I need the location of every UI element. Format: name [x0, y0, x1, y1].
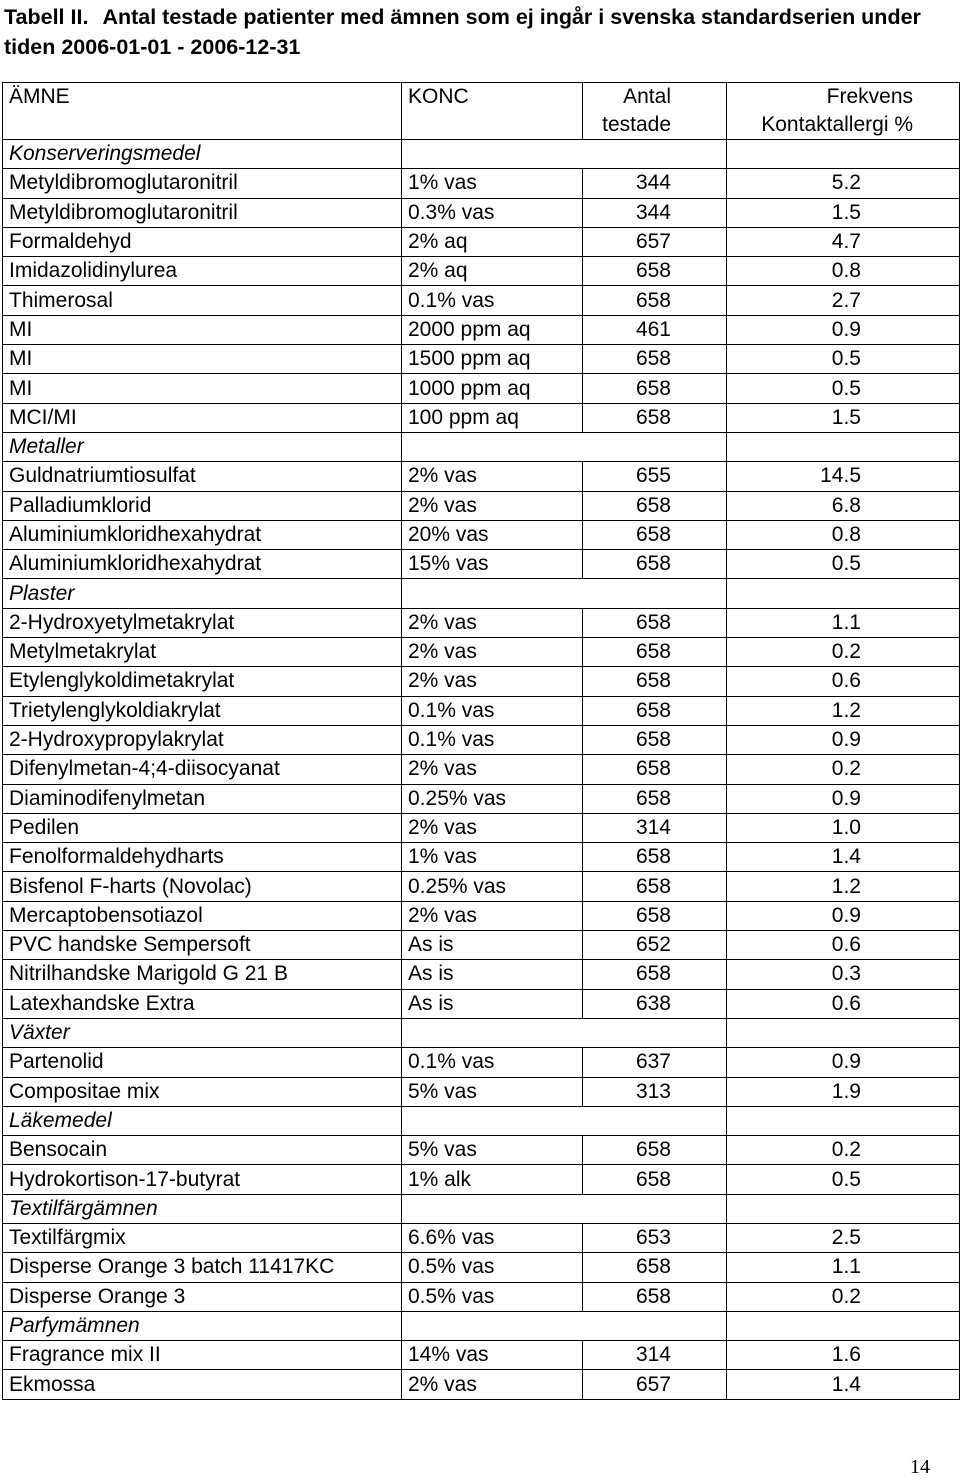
- category-row: [3, 1194, 960, 1223]
- cell-frekvens: 2.5: [727, 1223, 960, 1252]
- cell-amne: Bensocain: [3, 1136, 402, 1165]
- cell-konc: 0.1% vas: [402, 725, 583, 754]
- table-row: [3, 725, 960, 754]
- table-row: [3, 227, 960, 256]
- cell-konc: 2% vas: [402, 667, 583, 696]
- cell-antal: 344: [583, 198, 727, 227]
- empty-cell: [402, 579, 727, 608]
- table-title-text: Antal testade patienter med ämnen som ej ingår i svenska standardserien under tiden 2006-01-01 - 2006-12-31: [4, 5, 921, 59]
- cell-amne: 2-Hydroxyetylmetakrylat: [3, 608, 402, 637]
- cell-antal: 653: [583, 1223, 727, 1252]
- cell-amne: Metyldibromoglutaronitril: [3, 198, 402, 227]
- empty-cell: [727, 432, 960, 461]
- cell-konc: As is: [402, 960, 583, 989]
- cell-amne: Diaminodifenylmetan: [3, 784, 402, 813]
- cell-amne: 2-Hydroxypropylakrylat: [3, 725, 402, 754]
- cell-amne: Latexhandske Extra: [3, 989, 402, 1018]
- cell-antal: 658: [583, 843, 727, 872]
- cell-konc: 2% vas: [402, 491, 583, 520]
- table-row: [3, 169, 960, 198]
- cell-frekvens: 0.5: [727, 374, 960, 403]
- cell-konc: 2000 ppm aq: [402, 315, 583, 344]
- cell-frekvens: 0.9: [727, 784, 960, 813]
- cell-konc: 1500 ppm aq: [402, 345, 583, 374]
- cell-frekvens: 0.5: [727, 345, 960, 374]
- cell-amne: Textilfärgmix: [3, 1223, 402, 1252]
- empty-cell: [727, 1106, 960, 1135]
- cell-antal: 658: [583, 345, 727, 374]
- empty-cell: [402, 1018, 727, 1047]
- cell-antal: 657: [583, 227, 727, 256]
- table-row: [3, 638, 960, 667]
- cell-konc: 100 ppm aq: [402, 403, 583, 432]
- cell-konc: 0.1% vas: [402, 286, 583, 315]
- category-row: [3, 579, 960, 608]
- cell-antal: 658: [583, 491, 727, 520]
- cell-amne: Disperse Orange 3: [3, 1282, 402, 1311]
- header-amne-label: ÄMNE: [9, 85, 70, 108]
- page-number: 14: [910, 1456, 930, 1478]
- cell-amne: Guldnatriumtiosulfat: [3, 462, 402, 491]
- cell-amne: Hydrokortison-17-butyrat: [3, 1165, 402, 1194]
- header-antal: [583, 83, 727, 140]
- cell-frekvens: 0.2: [727, 638, 960, 667]
- category-label: Textilfärgämnen: [3, 1194, 402, 1223]
- cell-konc: 0.5% vas: [402, 1253, 583, 1282]
- category-row: [3, 1311, 960, 1340]
- header-konc-label: KONC: [408, 85, 469, 108]
- cell-amne: Palladiumklorid: [3, 491, 402, 520]
- category-label: Plaster: [3, 579, 402, 608]
- cell-antal: 658: [583, 901, 727, 930]
- cell-antal: 637: [583, 1048, 727, 1077]
- header-row: [3, 83, 960, 140]
- cell-amne: Bisfenol F-harts (Novolac): [3, 872, 402, 901]
- cell-amne: MI: [3, 315, 402, 344]
- cell-antal: 657: [583, 1370, 727, 1399]
- cell-konc: 2% vas: [402, 638, 583, 667]
- cell-konc: 2% vas: [402, 1370, 583, 1399]
- empty-cell: [727, 1311, 960, 1340]
- header-antal-line2: testade: [602, 113, 671, 136]
- empty-cell: [402, 1106, 727, 1135]
- cell-konc: 2% vas: [402, 901, 583, 930]
- cell-konc: 2% aq: [402, 257, 583, 286]
- cell-antal: 461: [583, 315, 727, 344]
- category-label: Konserveringsmedel: [3, 140, 402, 169]
- cell-konc: 1% vas: [402, 169, 583, 198]
- category-label: Läkemedel: [3, 1106, 402, 1135]
- cell-konc: 0.1% vas: [402, 1048, 583, 1077]
- cell-konc: 5% vas: [402, 1077, 583, 1106]
- cell-antal: 658: [583, 725, 727, 754]
- category-label: Parfymämnen: [3, 1311, 402, 1340]
- table-title-label: Tabell II.: [4, 5, 89, 29]
- cell-konc: As is: [402, 989, 583, 1018]
- empty-cell: [402, 432, 727, 461]
- cell-frekvens: 6.8: [727, 491, 960, 520]
- cell-konc: 2% vas: [402, 755, 583, 784]
- allergen-table: [2, 82, 960, 1400]
- empty-cell: [727, 140, 960, 169]
- cell-frekvens: 1.5: [727, 403, 960, 432]
- header-frekvens-line1: Frekvens: [826, 85, 913, 108]
- cell-frekvens: 0.6: [727, 989, 960, 1018]
- cell-konc: 6.6% vas: [402, 1223, 583, 1252]
- cell-frekvens: 0.5: [727, 550, 960, 579]
- cell-antal: 658: [583, 286, 727, 315]
- cell-amne: MCI/MI: [3, 403, 402, 432]
- cell-frekvens: 0.9: [727, 315, 960, 344]
- cell-antal: 658: [583, 872, 727, 901]
- cell-konc: 1% alk: [402, 1165, 583, 1194]
- empty-cell: [402, 1194, 727, 1223]
- cell-frekvens: 0.9: [727, 901, 960, 930]
- cell-amne: MI: [3, 374, 402, 403]
- table-row: [3, 784, 960, 813]
- empty-cell: [402, 140, 727, 169]
- category-label: Metaller: [3, 432, 402, 461]
- cell-antal: 658: [583, 1253, 727, 1282]
- category-row: [3, 1018, 960, 1047]
- cell-amne: Difenylmetan-4;4-diisocyanat: [3, 755, 402, 784]
- cell-antal: 658: [583, 1136, 727, 1165]
- table-row: [3, 315, 960, 344]
- cell-amne: Fragrance mix II: [3, 1341, 402, 1370]
- table-row: [3, 345, 960, 374]
- table-row: [3, 1136, 960, 1165]
- cell-konc: 0.3% vas: [402, 198, 583, 227]
- header-antal-line1: Antal: [623, 85, 671, 108]
- cell-frekvens: 0.3: [727, 960, 960, 989]
- cell-frekvens: 0.2: [727, 755, 960, 784]
- table-row: [3, 931, 960, 960]
- cell-frekvens: 1.1: [727, 608, 960, 637]
- table-row: [3, 960, 960, 989]
- table-row: [3, 374, 960, 403]
- table-header: [3, 83, 960, 140]
- cell-amne: Compositae mix: [3, 1077, 402, 1106]
- cell-antal: 658: [583, 608, 727, 637]
- cell-frekvens: 1.9: [727, 1077, 960, 1106]
- cell-konc: 0.25% vas: [402, 784, 583, 813]
- cell-konc: 1000 ppm aq: [402, 374, 583, 403]
- cell-antal: 314: [583, 813, 727, 842]
- cell-antal: 658: [583, 755, 727, 784]
- cell-antal: 655: [583, 462, 727, 491]
- cell-frekvens: 4.7: [727, 227, 960, 256]
- cell-antal: 652: [583, 931, 727, 960]
- table-row: [3, 550, 960, 579]
- table-row: [3, 696, 960, 725]
- header-frekvens-line2: Kontaktallergi %: [761, 113, 913, 136]
- empty-cell: [727, 1194, 960, 1223]
- cell-frekvens: 1.0: [727, 813, 960, 842]
- cell-frekvens: 1.5: [727, 198, 960, 227]
- table-title: [4, 2, 954, 62]
- cell-antal: 658: [583, 960, 727, 989]
- table-row: [3, 1370, 960, 1399]
- table-row: [3, 989, 960, 1018]
- category-row: [3, 140, 960, 169]
- cell-amne: PVC handske Sempersoft: [3, 931, 402, 960]
- cell-antal: 658: [583, 550, 727, 579]
- cell-amne: Formaldehyd: [3, 227, 402, 256]
- table-row: [3, 1253, 960, 1282]
- cell-antal: 658: [583, 1165, 727, 1194]
- table-row: [3, 520, 960, 549]
- cell-antal: 344: [583, 169, 727, 198]
- cell-frekvens: 1.4: [727, 1370, 960, 1399]
- cell-amne: Aluminiumkloridhexahydrat: [3, 520, 402, 549]
- table-body: [3, 140, 960, 1400]
- header-konc: [402, 83, 583, 140]
- table-row: [3, 1341, 960, 1370]
- cell-konc: 15% vas: [402, 550, 583, 579]
- table-row: [3, 813, 960, 842]
- cell-konc: 20% vas: [402, 520, 583, 549]
- header-amne: [3, 83, 402, 140]
- cell-antal: 638: [583, 989, 727, 1018]
- cell-amne: Mercaptobensotiazol: [3, 901, 402, 930]
- table-row: [3, 1282, 960, 1311]
- cell-konc: 0.5% vas: [402, 1282, 583, 1311]
- cell-konc: 2% aq: [402, 227, 583, 256]
- cell-frekvens: 14.5: [727, 462, 960, 491]
- cell-amne: Thimerosal: [3, 286, 402, 315]
- table-row: [3, 667, 960, 696]
- cell-antal: 658: [583, 520, 727, 549]
- cell-konc: 0.25% vas: [402, 872, 583, 901]
- cell-frekvens: 1.2: [727, 872, 960, 901]
- cell-frekvens: 0.9: [727, 725, 960, 754]
- cell-antal: 313: [583, 1077, 727, 1106]
- cell-amne: Fenolformaldehydharts: [3, 843, 402, 872]
- cell-frekvens: 0.8: [727, 257, 960, 286]
- cell-konc: 1% vas: [402, 843, 583, 872]
- cell-frekvens: 0.8: [727, 520, 960, 549]
- cell-amne: Nitrilhandske Marigold G 21 B: [3, 960, 402, 989]
- cell-amne: Partenolid: [3, 1048, 402, 1077]
- table-row: [3, 1165, 960, 1194]
- cell-konc: 2% vas: [402, 813, 583, 842]
- table-row: [3, 843, 960, 872]
- cell-antal: 314: [583, 1341, 727, 1370]
- cell-antal: 658: [583, 1282, 727, 1311]
- cell-frekvens: 1.1: [727, 1253, 960, 1282]
- cell-frekvens: 0.6: [727, 667, 960, 696]
- cell-frekvens: 2.7: [727, 286, 960, 315]
- cell-frekvens: 1.6: [727, 1341, 960, 1370]
- table-row: [3, 1223, 960, 1252]
- table-row: [3, 1048, 960, 1077]
- cell-amne: Metylmetakrylat: [3, 638, 402, 667]
- table-row: [3, 872, 960, 901]
- header-frekvens: [727, 83, 960, 140]
- category-row: [3, 1106, 960, 1135]
- cell-konc: 0.1% vas: [402, 696, 583, 725]
- cell-amne: Disperse Orange 3 batch 11417KC: [3, 1253, 402, 1282]
- cell-antal: 658: [583, 638, 727, 667]
- cell-konc: 2% vas: [402, 608, 583, 637]
- table-row: [3, 286, 960, 315]
- table-row: [3, 491, 960, 520]
- cell-frekvens: 5.2: [727, 169, 960, 198]
- table-row: [3, 608, 960, 637]
- cell-antal: 658: [583, 696, 727, 725]
- table-row: [3, 257, 960, 286]
- cell-frekvens: 0.9: [727, 1048, 960, 1077]
- cell-amne: Metyldibromoglutaronitril: [3, 169, 402, 198]
- cell-frekvens: 0.2: [727, 1136, 960, 1165]
- cell-antal: 658: [583, 403, 727, 432]
- cell-frekvens: 0.6: [727, 931, 960, 960]
- table-row: [3, 403, 960, 432]
- cell-antal: 658: [583, 374, 727, 403]
- table-row: [3, 198, 960, 227]
- empty-cell: [727, 1018, 960, 1047]
- cell-frekvens: 0.5: [727, 1165, 960, 1194]
- cell-antal: 658: [583, 667, 727, 696]
- cell-frekvens: 1.2: [727, 696, 960, 725]
- category-row: [3, 432, 960, 461]
- cell-frekvens: 1.4: [727, 843, 960, 872]
- category-label: Växter: [3, 1018, 402, 1047]
- cell-konc: 2% vas: [402, 462, 583, 491]
- cell-antal: 658: [583, 784, 727, 813]
- cell-konc: 5% vas: [402, 1136, 583, 1165]
- table-row: [3, 1077, 960, 1106]
- cell-amne: Aluminiumkloridhexahydrat: [3, 550, 402, 579]
- cell-amne: Pedilen: [3, 813, 402, 842]
- cell-antal: 658: [583, 257, 727, 286]
- cell-amne: Ekmossa: [3, 1370, 402, 1399]
- empty-cell: [402, 1311, 727, 1340]
- cell-frekvens: 0.2: [727, 1282, 960, 1311]
- table-row: [3, 755, 960, 784]
- table-row: [3, 462, 960, 491]
- cell-konc: 14% vas: [402, 1341, 583, 1370]
- cell-amne: Trietylenglykoldiakrylat: [3, 696, 402, 725]
- cell-amne: Etylenglykoldimetakrylat: [3, 667, 402, 696]
- cell-amne: MI: [3, 345, 402, 374]
- table-row: [3, 901, 960, 930]
- cell-konc: As is: [402, 931, 583, 960]
- cell-amne: Imidazolidinylurea: [3, 257, 402, 286]
- empty-cell: [727, 579, 960, 608]
